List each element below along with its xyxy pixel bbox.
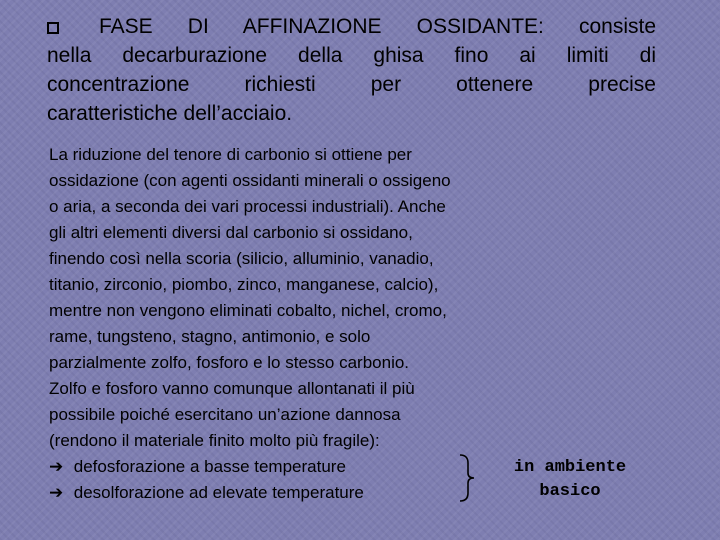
body-line: parzialmente zolfo, fosforo e lo stesso carbonio.: [49, 353, 410, 372]
body-line: (rendono il materiale finito molto più fragile):: [49, 431, 380, 450]
body-line: mentre non vengono eliminati cobalto, nichel, cromo,: [49, 301, 447, 320]
body-text: [49, 142, 649, 506]
side-note-line-2: basico: [539, 482, 601, 501]
title-line-2: nella decarburazione della ghisa fino ai limiti di: [47, 44, 656, 67]
body-line: Zolfo e fosforo vanno comunque allontanati il più: [49, 379, 415, 398]
body-line: La riduzione del tenore di carbonio si ottiene per: [49, 145, 412, 164]
checkbox-bullet-icon: [47, 22, 59, 34]
title-line-4: caratteristiche dell’acciaio.: [47, 102, 293, 125]
body-line: gli altri elementi diversi dal carbonio si ossidano,: [49, 223, 413, 242]
right-brace-icon: [456, 453, 476, 503]
right-arrow-icon: ➔: [49, 457, 64, 476]
side-note: [500, 456, 640, 504]
title-line-1: FASE DI AFFINAZIONE OSSIDANTE: consiste: [47, 12, 656, 41]
body-line: o aria, a seconda dei vari processi industriali). Anche: [49, 197, 446, 216]
title-line-3: concentrazione richiesti per ottenere precise: [47, 73, 656, 96]
body-line: ossidazione (con agenti ossidanti minerali o ossigeno: [49, 171, 451, 190]
arrow-item-desolforazione: ➔ desolforazione ad elevate temperature: [49, 480, 649, 506]
arrow-item-defosforazione: ➔ defosforazione a basse temperature: [49, 454, 649, 480]
body-line: possibile poiché esercitano un’azione dannosa: [49, 405, 401, 424]
slide-title: [47, 12, 656, 128]
body-line: rame, tungsteno, stagno, antimonio, e solo: [49, 327, 371, 346]
right-arrow-icon: ➔: [49, 483, 64, 502]
side-note-line-1: in ambiente: [513, 458, 627, 477]
body-line: finendo così nella scoria (silicio, alluminio, vanadio,: [49, 249, 434, 268]
body-line: titanio, zirconio, piombo, zinco, manganese, calcio),: [49, 275, 439, 294]
